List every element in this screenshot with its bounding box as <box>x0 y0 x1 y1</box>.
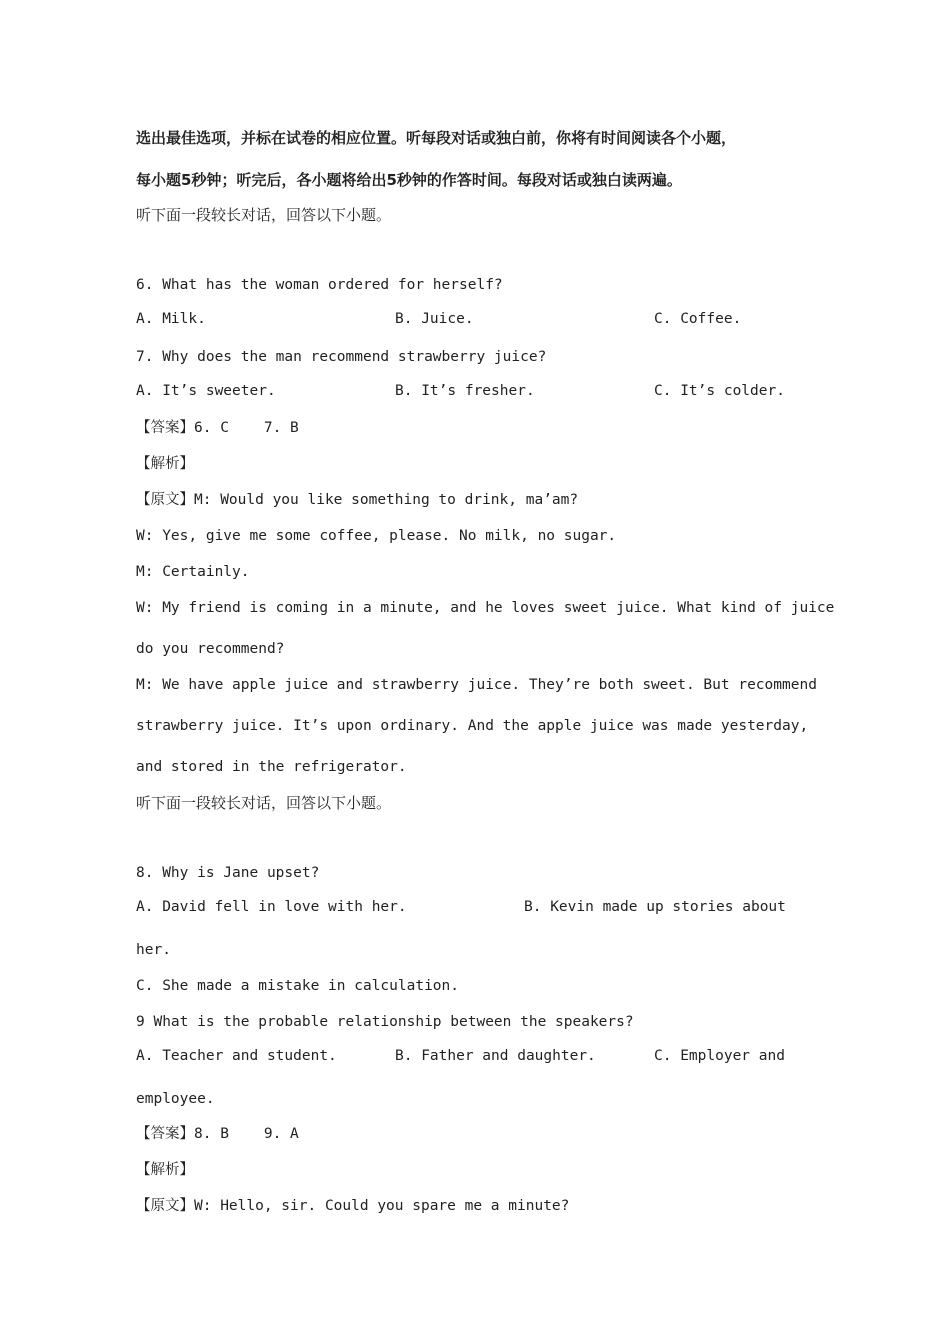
q9-option-c-continued: employee. <box>136 1091 215 1107</box>
instructions-line-1: 选出最佳选项，并标在试卷的相应位置。听每段对话或独白前，你将有时间阅读各个小题， <box>136 129 737 147</box>
q8-option-a: A. David fell in love with her. <box>136 899 407 915</box>
question-9-options <box>136 1048 816 1068</box>
answer-6-7: 【答案】6. C 7. B <box>136 420 299 436</box>
transcript-line: W: Yes, give me some coffee, please. No milk, no sugar. <box>136 528 617 544</box>
q6-option-b: B. Juice. <box>395 311 474 327</box>
transcript-line: 【原文】M: Would you like something to drink, ma’am? <box>136 492 579 508</box>
q9-option-b: B. Father and daughter. <box>395 1048 596 1064</box>
instructions-line-2: 每小题5秒钟；听完后，各小题将给出5秒钟的作答时间。每段对话或独白读两遍。 <box>136 171 682 189</box>
q8-option-c: C. She made a mistake in calculation. <box>136 978 460 994</box>
question-7-options <box>136 383 816 403</box>
q7-option-b: B. It’s fresher. <box>395 383 535 399</box>
section-2-intro: 听下面一段较长对话，回答以下小题。 <box>136 794 392 812</box>
transcript-line: W: My friend is coming in a minute, and he loves sweet juice. What kind of juice <box>136 600 835 616</box>
q9-option-c: C. Employer and <box>654 1048 785 1064</box>
analysis-label-2: 【解析】 <box>136 1162 194 1178</box>
question-9: 9 What is the probable relationship between the speakers? <box>136 1014 634 1030</box>
transcript-line: 【原文】W: Hello, sir. Could you spare me a minute? <box>136 1198 570 1214</box>
question-8: 8. Why is Jane upset? <box>136 865 320 881</box>
q8-option-b-continued: her. <box>136 942 171 958</box>
analysis-label-1: 【解析】 <box>136 456 194 472</box>
q6-option-c: C. Coffee. <box>654 311 742 327</box>
transcript-line: and stored in the refrigerator. <box>136 759 407 775</box>
transcript-line: M: We have apple juice and strawberry juice. They’re both sweet. But recommend <box>136 677 817 693</box>
q7-option-c: C. It’s colder. <box>654 383 785 399</box>
transcript-line: do you recommend? <box>136 641 285 657</box>
question-6-options <box>136 311 816 331</box>
q7-option-a: A. It’s sweeter. <box>136 383 276 399</box>
question-8-options <box>136 899 816 919</box>
transcript-line: strawberry juice. It’s upon ordinary. And the apple juice was made yesterday, <box>136 718 809 734</box>
q6-option-a: A. Milk. <box>136 311 206 327</box>
answer-8-9: 【答案】8. B 9. A <box>136 1126 299 1142</box>
q8-option-b: B. Kevin made up stories about <box>524 899 786 915</box>
question-6: 6. What has the woman ordered for herself? <box>136 277 503 293</box>
transcript-line: M: Certainly. <box>136 564 250 580</box>
section-1-intro: 听下面一段较长对话，回答以下小题。 <box>136 206 392 224</box>
q9-option-a: A. Teacher and student. <box>136 1048 337 1064</box>
question-7: 7. Why does the man recommend strawberry juice? <box>136 349 547 365</box>
